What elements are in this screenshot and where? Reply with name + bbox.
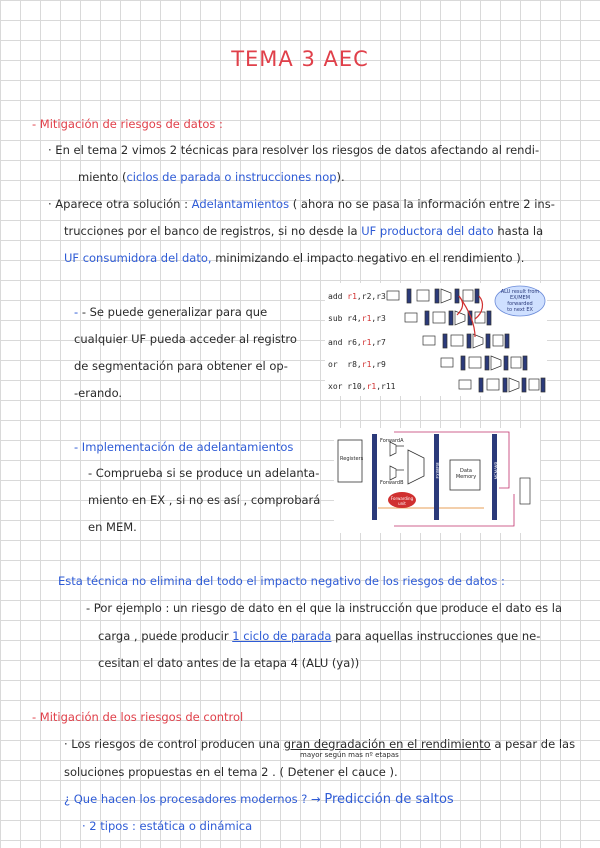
limitation-line-1: - Por ejemplo : un riesgo de dato en el que la instrucción que produce el dato es la xyxy=(86,601,562,615)
control-line-2: soluciones propuestas en el tema 2 . ( Detener el cauce ). xyxy=(64,765,398,779)
bullet-2-line-1: · Aparece otra solución : Adelantamientos ( ahora no se pasa la información entre 2 ins- xyxy=(48,197,555,211)
limitation-line-2: carga , puede producir 1 ciclo de parada para aquellas instrucciones que ne- xyxy=(98,629,541,643)
bullet-2-line-3: UF consumidora del dato, minimizando el impacto negativo en el rendimiento ). xyxy=(64,251,525,265)
registers-label: Registers xyxy=(340,456,364,462)
instr-xor: xor r10,r1,r11 xyxy=(328,382,396,391)
implementation-line-2: miento en EX , si no es así , comprobará xyxy=(88,493,321,507)
control-annotation: mayor según mas nº etapas xyxy=(300,751,399,759)
highlight-stall-cycles: ciclos de parada o instrucciones nop xyxy=(126,170,337,184)
section-heading-data-hazards: - Mitigación de riesgos de datos : xyxy=(32,117,223,131)
section-heading-control-hazards: - Mitigación de los riesgos de control xyxy=(32,710,244,724)
forwarding-hardware-figure xyxy=(334,428,540,533)
instr-or: or r8,r1,r9 xyxy=(328,360,386,369)
forwarding-pipeline-figure xyxy=(325,283,547,396)
sub1-line-4: -erando. xyxy=(74,386,123,400)
highlight-consumer-unit: UF consumidora del dato, xyxy=(64,251,212,265)
sub1-line-1: - - Se puede generalizar para que xyxy=(74,305,268,319)
highlight-forwarding: Adelantamientos xyxy=(191,197,290,211)
implementation-line-1: - Comprueba si se produce un adelanta- xyxy=(88,466,320,480)
control-line-4: · 2 tipos : estática o dinámica xyxy=(82,819,253,833)
page-title: TEMA 3 AEC xyxy=(231,47,369,71)
control-line-3: ¿ Que hacen los procesadores modernos ? → Predicción de saltos xyxy=(64,792,454,807)
sub1-line-3: de segmentación para obtener el op- xyxy=(74,359,288,373)
bullet-1-line-1: · En el tema 2 vimos 2 técnicas para resolver los riesgos de datos afectando al rendi- xyxy=(48,143,540,157)
limitation-line-3: cesitan el dato antes de la etapa 4 (ALU (ya)) xyxy=(98,656,360,670)
forward-b-label: ForwardB xyxy=(380,480,404,486)
instr-and: and r6,r1,r7 xyxy=(328,338,386,347)
sub1-line-2: cualquier UF pueda acceder al registro xyxy=(74,332,297,346)
datapath-graphic xyxy=(334,428,540,533)
mem-wb-label: MEM/WB xyxy=(494,461,500,480)
forwarding-bubble-note: ALU result from EX/MEM forwarded to next EX xyxy=(500,289,540,313)
implementation-line-3: en MEM. xyxy=(88,520,137,534)
limitation-heading: Esta técnica no elimina del todo el impacto negativo de los riesgos de datos : xyxy=(58,574,505,588)
forward-a-label: ForwardA xyxy=(380,438,404,444)
bullet-1-line-2: miento (ciclos de parada o instrucciones nop). xyxy=(78,170,345,184)
instr-sub: sub r4,r1,r3 xyxy=(328,314,386,323)
control-line-1: · Los riesgos de control producen una gran degradación en el rendimiento a pesar de las xyxy=(64,737,576,751)
highlight-degradation: gran degradación en el rendimiento xyxy=(283,737,491,751)
highlight-producer-unit: UF productora del dato xyxy=(361,224,494,238)
forwarding-unit-label: Forwarding unit xyxy=(390,496,414,506)
ex-mem-label: EX/MEM xyxy=(435,462,441,479)
data-memory-label: Data Memory xyxy=(455,468,477,480)
bullet-2-line-2: trucciones por el banco de registros, si no desde la UF productora del dato hasta la xyxy=(64,224,544,238)
implementation-heading: - Implementación de adelantamientos xyxy=(74,440,294,454)
branch-prediction-label: Predicción de saltos xyxy=(324,792,454,807)
highlight-stall-cycle: 1 ciclo de parada xyxy=(232,629,332,643)
instr-add: add r1,r2,r3 xyxy=(328,292,386,301)
